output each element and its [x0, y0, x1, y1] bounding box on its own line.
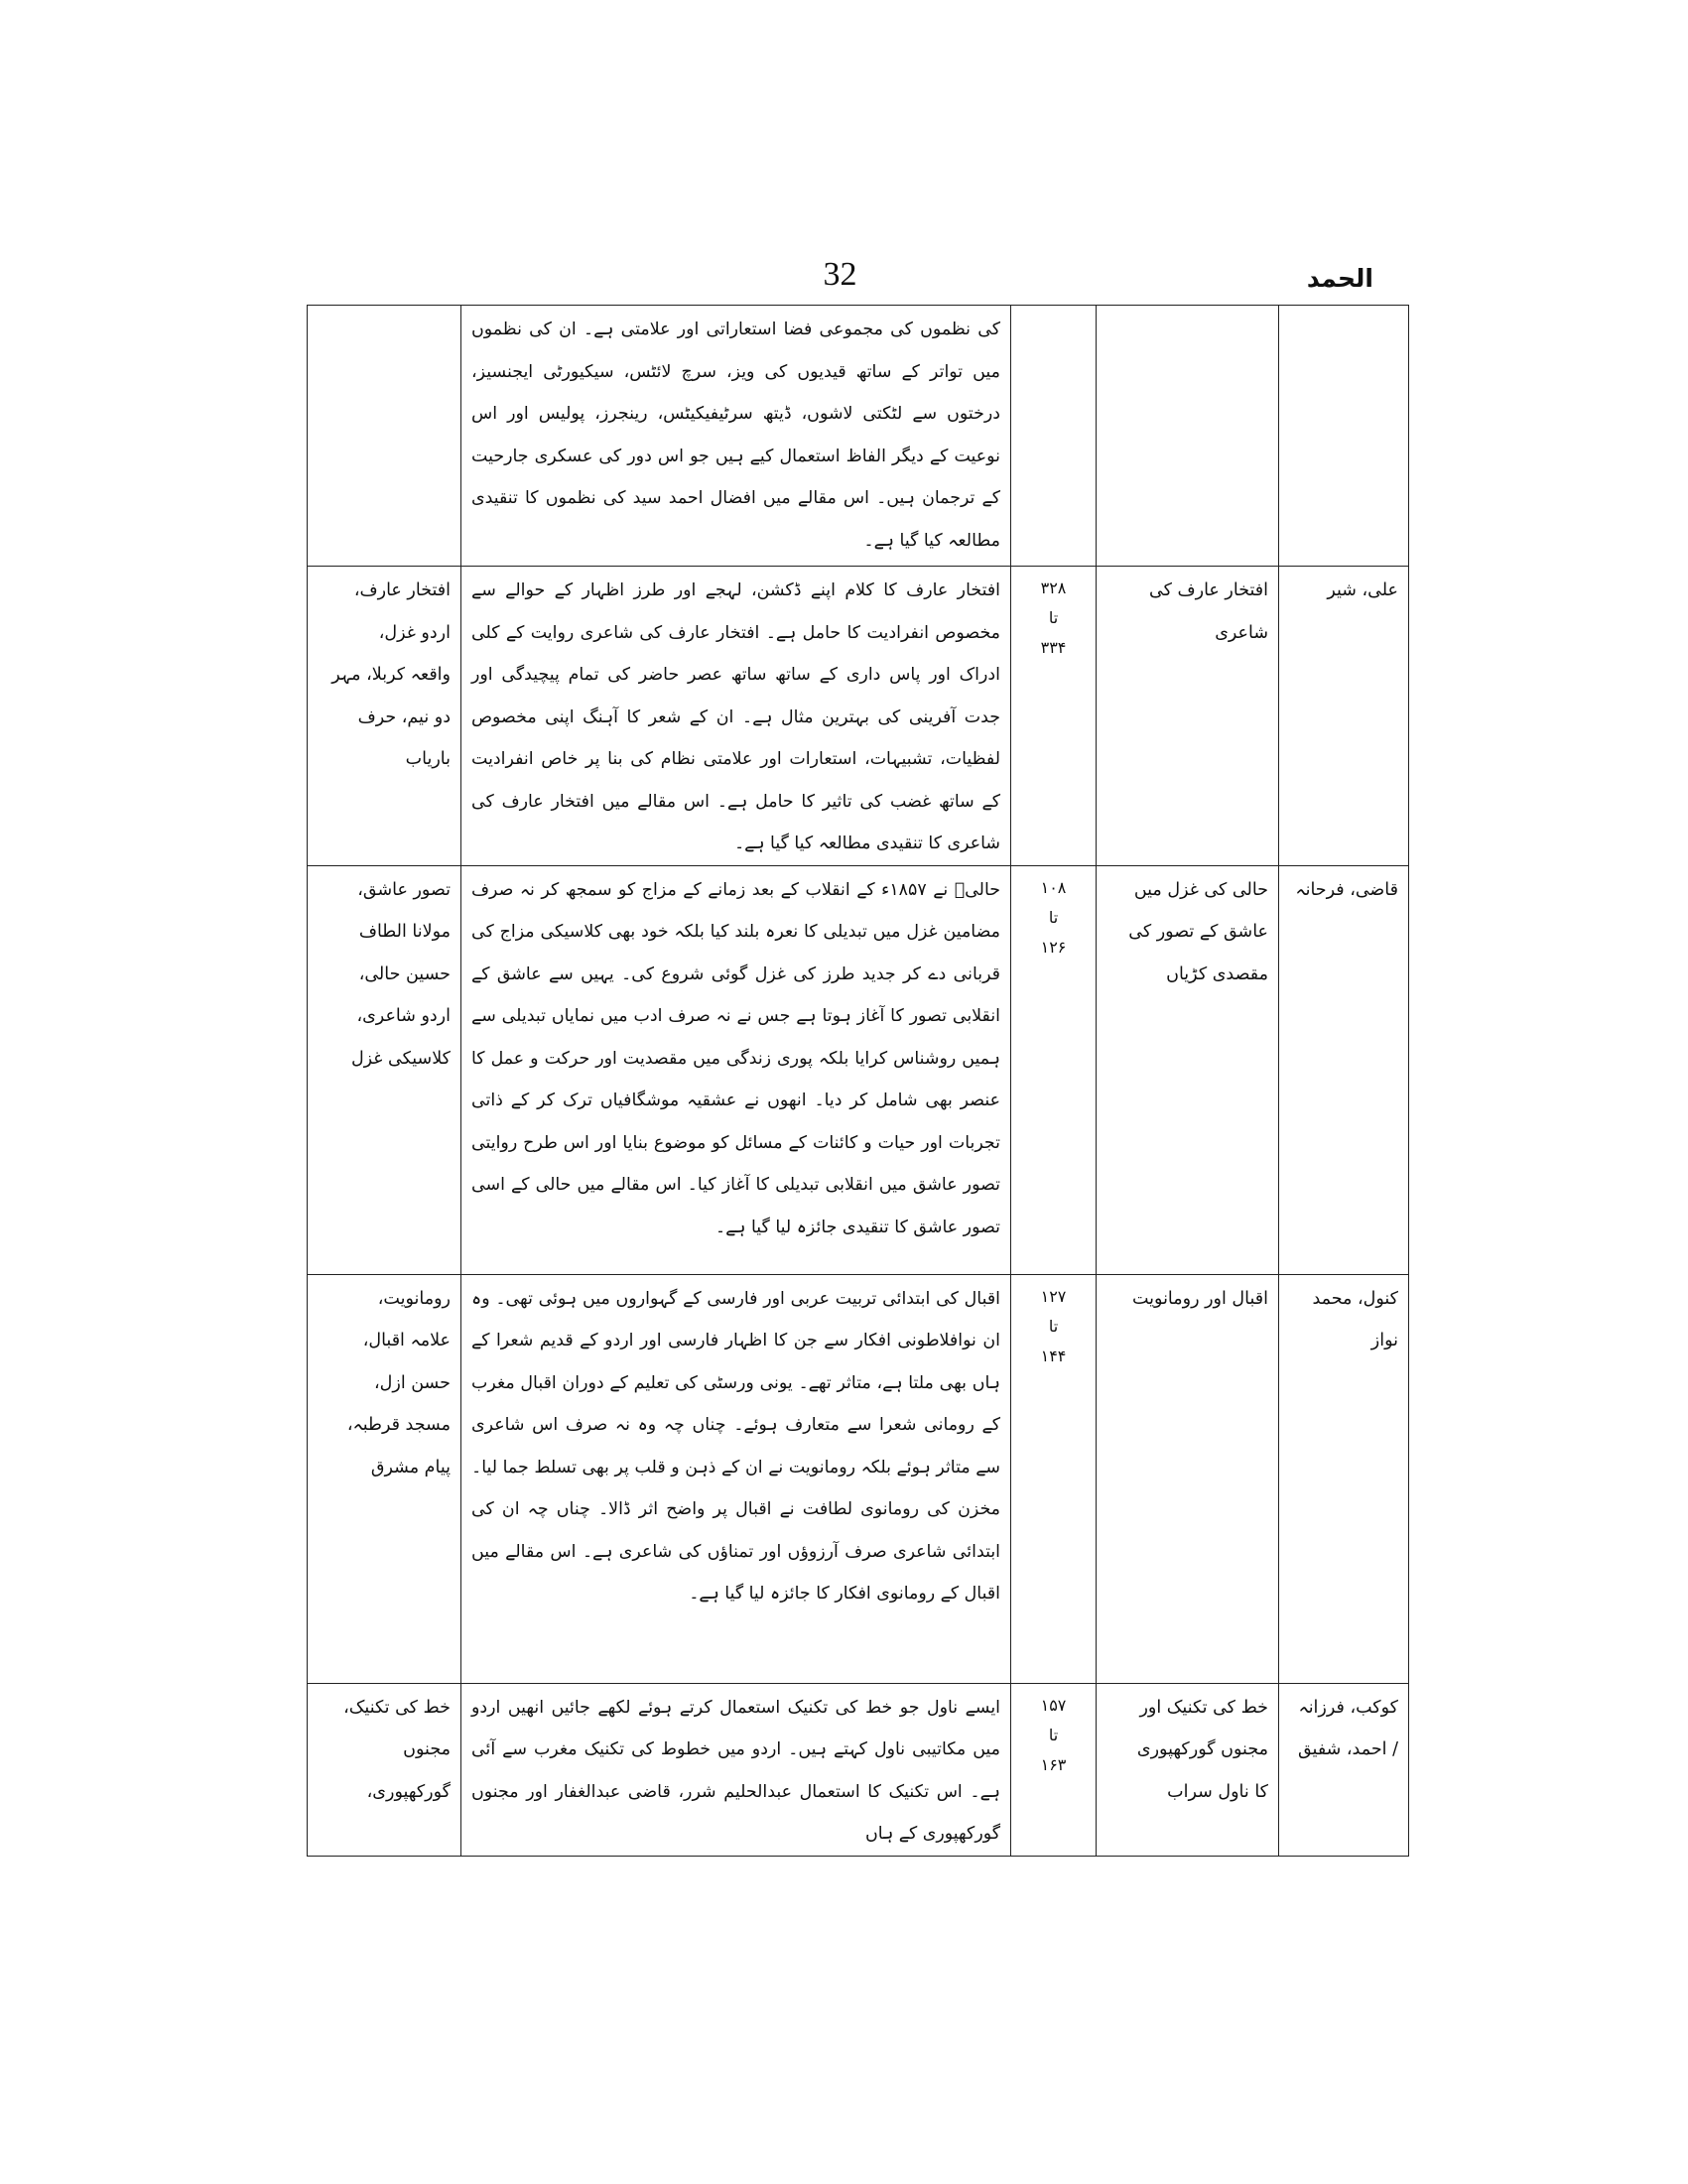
research-abstracts-table — [307, 305, 1409, 1857]
pages-cell — [1011, 567, 1097, 866]
keyword-line: رومانویت، — [377, 1288, 451, 1309]
abstract-cell — [461, 567, 1011, 866]
abstract-cell — [461, 1683, 1011, 1856]
table-row — [308, 865, 1409, 1274]
table-body — [308, 306, 1409, 1857]
table-row — [308, 1683, 1409, 1856]
article-title-line: عاشق کے تصور کی — [1128, 922, 1268, 942]
page-range-line: تا — [1048, 608, 1059, 627]
keyword-line: کلاسیکی غزل — [350, 1048, 451, 1069]
abstract-text: اقبال کی ابتدائی تربیت عربی اور فارسی کے گہواروں میں ہوئی تھی۔ وہ ان نوافلاطونی افکار سے جن کا اظہار فارسی اور اردو کے قدیم شعرا کے ہاں بھی ملتا ہے، متاثر تھے۔ یونی ورسٹی کی تعلیم کے دوران اقبال مغرب کے رومانی شعرا سے متعارف ہوئے۔ چناں چہ وہ نہ صرف اس شاعری سے متاثر ہوئے بلکہ رومانویت نے ان کے ذہن و قلب پر بھی تسلط جما لیا۔ مخزن کی رومانوی لطافت نے اقبال پر واضح اثر ڈالا۔ چناں چہ ان کی ابتدائی شاعری صرف آرزوؤں اور تمناؤں کی شاعری ہے۔ اس مقالے میں اقبال کے رومانوی افکار کا جائزہ لیا گیا ہے۔ — [471, 1288, 1000, 1604]
author-cell — [1279, 1683, 1409, 1856]
article-title-line: مقصدی کڑیاں — [1166, 964, 1268, 984]
article-title-line: مجنوں گورکھپوری — [1136, 1739, 1268, 1759]
abstract-text: کی نظموں کی مجموعی فضا استعاراتی اور علامتی ہے۔ ان کی نظموں میں تواتر کے ساتھ قیدیوں کی ویز، سرچ لائٹس، سیکیورٹی ایجنسیز، درختوں سے لٹکتی لاشوں، ڈیتھ سرٹیفیکیٹس، رینجرز، پولیس اور اس نوعیت کے دیگر الفاظ استعمال کیے ہیں جو اس دور کی عسکری جارحیت کے ترجمان ہیں۔ اس مقالے میں افضال احمد سید کی نظموں کا تنقیدی مطالعہ کیا گیا ہے۔ — [471, 320, 1000, 551]
keywords-cell — [308, 306, 461, 567]
pages-cell — [1011, 306, 1097, 567]
keywords-cell — [308, 1683, 461, 1856]
keyword-line: گورکھپوری، — [366, 1781, 451, 1802]
author-name: قاضی، فرحانہ — [1295, 879, 1398, 900]
keyword-line: افتخار عارف، — [353, 580, 451, 600]
table-row — [308, 306, 1409, 567]
abstract-cell — [461, 1274, 1011, 1683]
article-title-line: شاعری — [1215, 622, 1268, 643]
page-range-line: ۳۳۴ — [1040, 638, 1067, 657]
abstract-cell — [461, 865, 1011, 1274]
page-range-line: ۱۲۷ — [1040, 1286, 1067, 1306]
journal-name: الحمد — [1306, 264, 1373, 293]
page-range-line: تا — [1048, 1725, 1059, 1744]
keyword-line: حسن ازل، — [374, 1372, 451, 1393]
title-cell — [1097, 1683, 1279, 1856]
keyword-line: مجنوں — [403, 1739, 451, 1759]
page-range-line: ۱۰۸ — [1040, 877, 1067, 897]
research-abstracts-table-wrapper — [307, 305, 1398, 1857]
title-cell — [1097, 1274, 1279, 1683]
author-cell — [1279, 1274, 1409, 1683]
author-name: علی، شیر — [1327, 580, 1398, 600]
abstract-cell — [461, 306, 1011, 567]
keyword-line: تصور عاشق، — [357, 879, 451, 900]
title-cell — [1097, 865, 1279, 1274]
keywords-cell — [308, 865, 461, 1274]
author-cell — [1279, 865, 1409, 1274]
author-name: کنول، محمد نواز — [1312, 1288, 1398, 1350]
page-number: 32 — [823, 256, 857, 293]
page-range-line: ۱۶۳ — [1040, 1754, 1067, 1774]
pages-cell — [1011, 1683, 1097, 1856]
keyword-line: واقعہ کربلا، مہر — [331, 665, 451, 685]
author-name — [1289, 306, 1398, 309]
keyword-line: دو نیم، حرف — [357, 707, 451, 727]
author-cell — [1279, 306, 1409, 567]
article-title-line: حالی کی غزل میں — [1133, 879, 1268, 900]
abstract-text: افتخار عارف کا کلام اپنے ڈکشن، لہجے اور طرز اظہار کے حوالے سے مخصوص انفرادیت کا حامل ہے۔ افتخار عارف کی شاعری روایت کے کلی ادراک اور پاس داری کے ساتھ ساتھ عصر حاضر کی تمام پیچیدگی اور جدت آفرینی کی بہترین مثال ہے۔ ان کے شعر کا آہنگ اپنی مخصوص لفظیات، تشبیہات، استعارات اور علامتی نظام کی بنا پر خاص انفرادیت کے ساتھ غضب کی تاثیر کا حامل ہے۔ اس مقالے میں افتخار عارف کی شاعری کا تنقیدی مطالعہ کیا گیا ہے۔ — [471, 580, 1000, 853]
keywords-cell — [308, 1274, 461, 1683]
keyword-line: اردو شاعری، — [356, 1006, 451, 1026]
article-title-line: کا ناول سراب — [1167, 1781, 1268, 1802]
keyword-line: خط کی تکنیک، — [343, 1697, 451, 1718]
article-title-line: خط کی تکنیک اور — [1139, 1697, 1268, 1718]
page-range-line: ۳۲۸ — [1040, 578, 1067, 597]
abstract-text: حالیؔ نے ۱۸۵۷ء کے انقلاب کے بعد زمانے کے مزاج کو سمجھ کر نہ صرف مضامین غزل میں تبدیلی کا نعرہ بلند کیا بلکہ خود بھی کلاسیکی مزاج کی قربانی دے کر جدید طرز کی غزل گوئی شروع کی۔ یہیں سے عاشق کے انقلابی تصور کا آغاز ہوتا ہے جس نے نہ صرف ادب میں نمایاں تبدیلی سے ہمیں روشناس کرایا بلکہ پوری زندگی میں مقصدیت اور حرکت و عمل کا عنصر بھی شامل کر دیا۔ انھوں نے عشقیہ موشگافیاں ترک کر کے ذاتی تجربات اور حیات و کائنات کے مسائل کو موضوع بنایا اور اس طرح روایتی تصور عاشق میں انقلابی تبدیلی کا آغاز کیا۔ اس مقالے میں حالی کے اسی تصور عاشق کا تنقیدی جائزہ لیا گیا ہے۔ — [471, 879, 1000, 1237]
author-cell — [1279, 567, 1409, 866]
title-cell — [1097, 567, 1279, 866]
abstract-text: ایسے ناول جو خط کی تکنیک استعمال کرتے ہوئے لکھے جائیں انھیں اردو میں مکاتیبی ناول کہتے ہیں۔ اردو میں خطوط کی تکنیک مغرب سے آئی ہے۔ اس تکنیک کا استعمال عبدالحلیم شرر، قاضی عبدالغفار اور مجنوں گورکھپوری کے ہاں — [471, 1697, 1000, 1844]
title-cell — [1097, 306, 1279, 567]
author-name: کوکب، فرزانہ / احمد، شفیق — [1297, 1697, 1398, 1759]
keyword-line: علامہ اقبال، — [362, 1331, 451, 1350]
keywords-cell — [308, 567, 461, 866]
keyword-line: اردو غزل، — [378, 622, 451, 643]
page-range-line: تا — [1048, 907, 1059, 927]
page-range-line: تا — [1048, 1316, 1059, 1336]
keyword-line: مسجد قرطبہ، — [346, 1415, 451, 1435]
table-row — [308, 1274, 1409, 1683]
page-range-line: ۱۲۶ — [1040, 937, 1067, 957]
article-title-line: افتخار عارف کی — [1149, 580, 1268, 600]
page-range-line: ۱۵۷ — [1040, 1695, 1067, 1715]
keyword-line: باریاب — [405, 749, 451, 769]
article-title-line: اقبال اور رومانویت — [1131, 1288, 1268, 1309]
table-row — [308, 567, 1409, 866]
page-header — [307, 256, 1373, 306]
keyword-line: پیام مشرق — [370, 1457, 451, 1477]
keyword-line: حسین حالی، — [358, 964, 451, 984]
keyword-line: مولانا الطاف — [358, 922, 451, 942]
page-range-line: ۱۴۴ — [1040, 1346, 1067, 1365]
pages-cell — [1011, 1274, 1097, 1683]
pages-cell — [1011, 865, 1097, 1274]
